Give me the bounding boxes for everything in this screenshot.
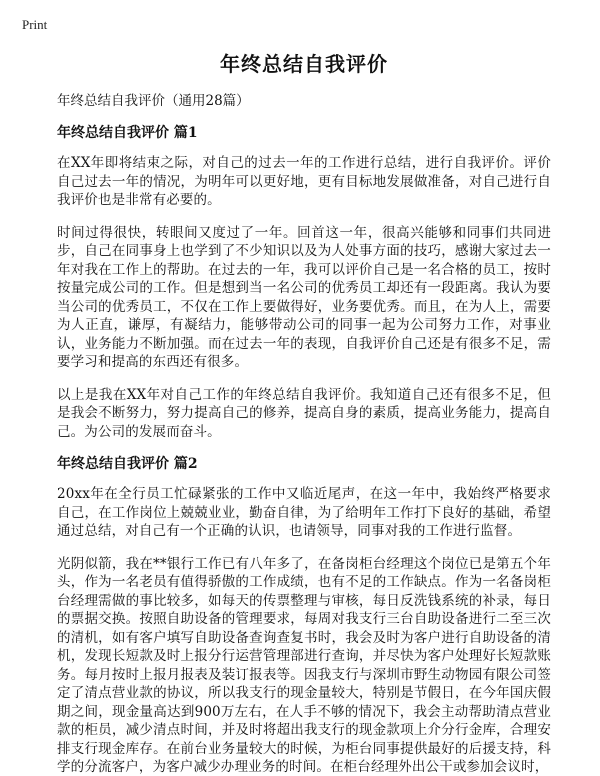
print-link[interactable]: Print: [22, 17, 48, 32]
document-subtitle: 年终总结自我评价（通用28篇）: [57, 93, 250, 109]
paragraph: 在XX年即将结束之际，对自己的过去一年的工作进行总结，进行自我评价。评价自己过去一年的情况，为明年可以更好地，更有目标地发展做准备，对自己进行自我评价也是非常有必要的。: [57, 155, 551, 208]
section-heading: 年终总结自我评价 篇2: [57, 456, 198, 472]
page-title: 年终总结自我评价: [220, 52, 388, 76]
paragraph: 以上是我在XX年对自己工作的年终总结自我评价。我知道自己还有很多不足，但是我会不断努力，努力提高自己的修养，提高自身的素质，提高业务能力，提高自己。为公司的发展而奋斗。: [57, 386, 551, 440]
paragraph: 时间过得很快，转眼间又度过了一年。回首这一年，很高兴能够和同事们共同进步，自己在同事身上也学到了不少知识以及为人处事方面的技巧，感谢大家过去一年对我在工作上的帮助。在过去的一年，我可以评价自己是一名合格的员工，按时按量完成公司的工作。但是想到当一名公司的优秀员工却还有一段距离。我认为要当公司的优秀员工，不仅在工作上要做得好，业务要优秀。而且，在为人上，需要为人正直，谦厚，有凝结力，能够带动公司的同事一起为公司努力工作，对事业认，业务能力不断加强。而在过去一年的表现，自我评价自己还是有很多不足，需要学习和提高的东西还有很多。: [57, 224, 551, 370]
paragraph: 光阴似箭，我在**银行工作已有八年多了，在备岗柜台经理这个岗位已是第五个年头，作为一名老员有值得骄傲的工作成绩，也有不足的工作缺点。作为一名备岗柜台经理需做的事比较多，如每天的传票整理与审核，每日反洗钱系统的补录，每日的票据交换。按照自助设备的管理要求，每周对我支行三台自助设备进行二至三次的清机，如有客户填写自助设备查询查复书时，我会及时为客户进行自助设备的清机，发现长短款及时上报分行运营管理部进行查询，并尽快为客户处理好长短款账务。每月按时上报月报表及装订报表等。因我支行与深圳市野生动物园有限公司签定了清点营业款的协议，所以我支行的现金量较大，特别是节假日，在今年国庆假期之间，现金量高达到900万左右，在人手不够的情况下，我会主动帮助清点营业款的柜员，减少清点时间，并及时将超出我支行的现金款项上介分行金库，合理安排支行现金库存。在前台业务量较大的时候，为柜台同事提供最好的后援支持，科学的分流客户，为客户减少办理业务的时间。在柜台经理外出公干或参加会议时，: [57, 555, 551, 775]
document: [57, 48, 551, 776]
paragraph: 20xx年在全行员工忙碌紧张的工作中又临近尾声，在这一年中，我始终严格要求自己，在工作岗位上兢兢业业，勤奋自律，为了给明年工作打下良好的基础，希望通过总结，对自己有一个正确的认识，也请领导，同事对我的工作进行监督。: [57, 486, 551, 539]
section-2: [57, 455, 551, 776]
section-heading: 年终总结自我评价 篇1: [57, 125, 198, 141]
section-1: [57, 124, 551, 441]
